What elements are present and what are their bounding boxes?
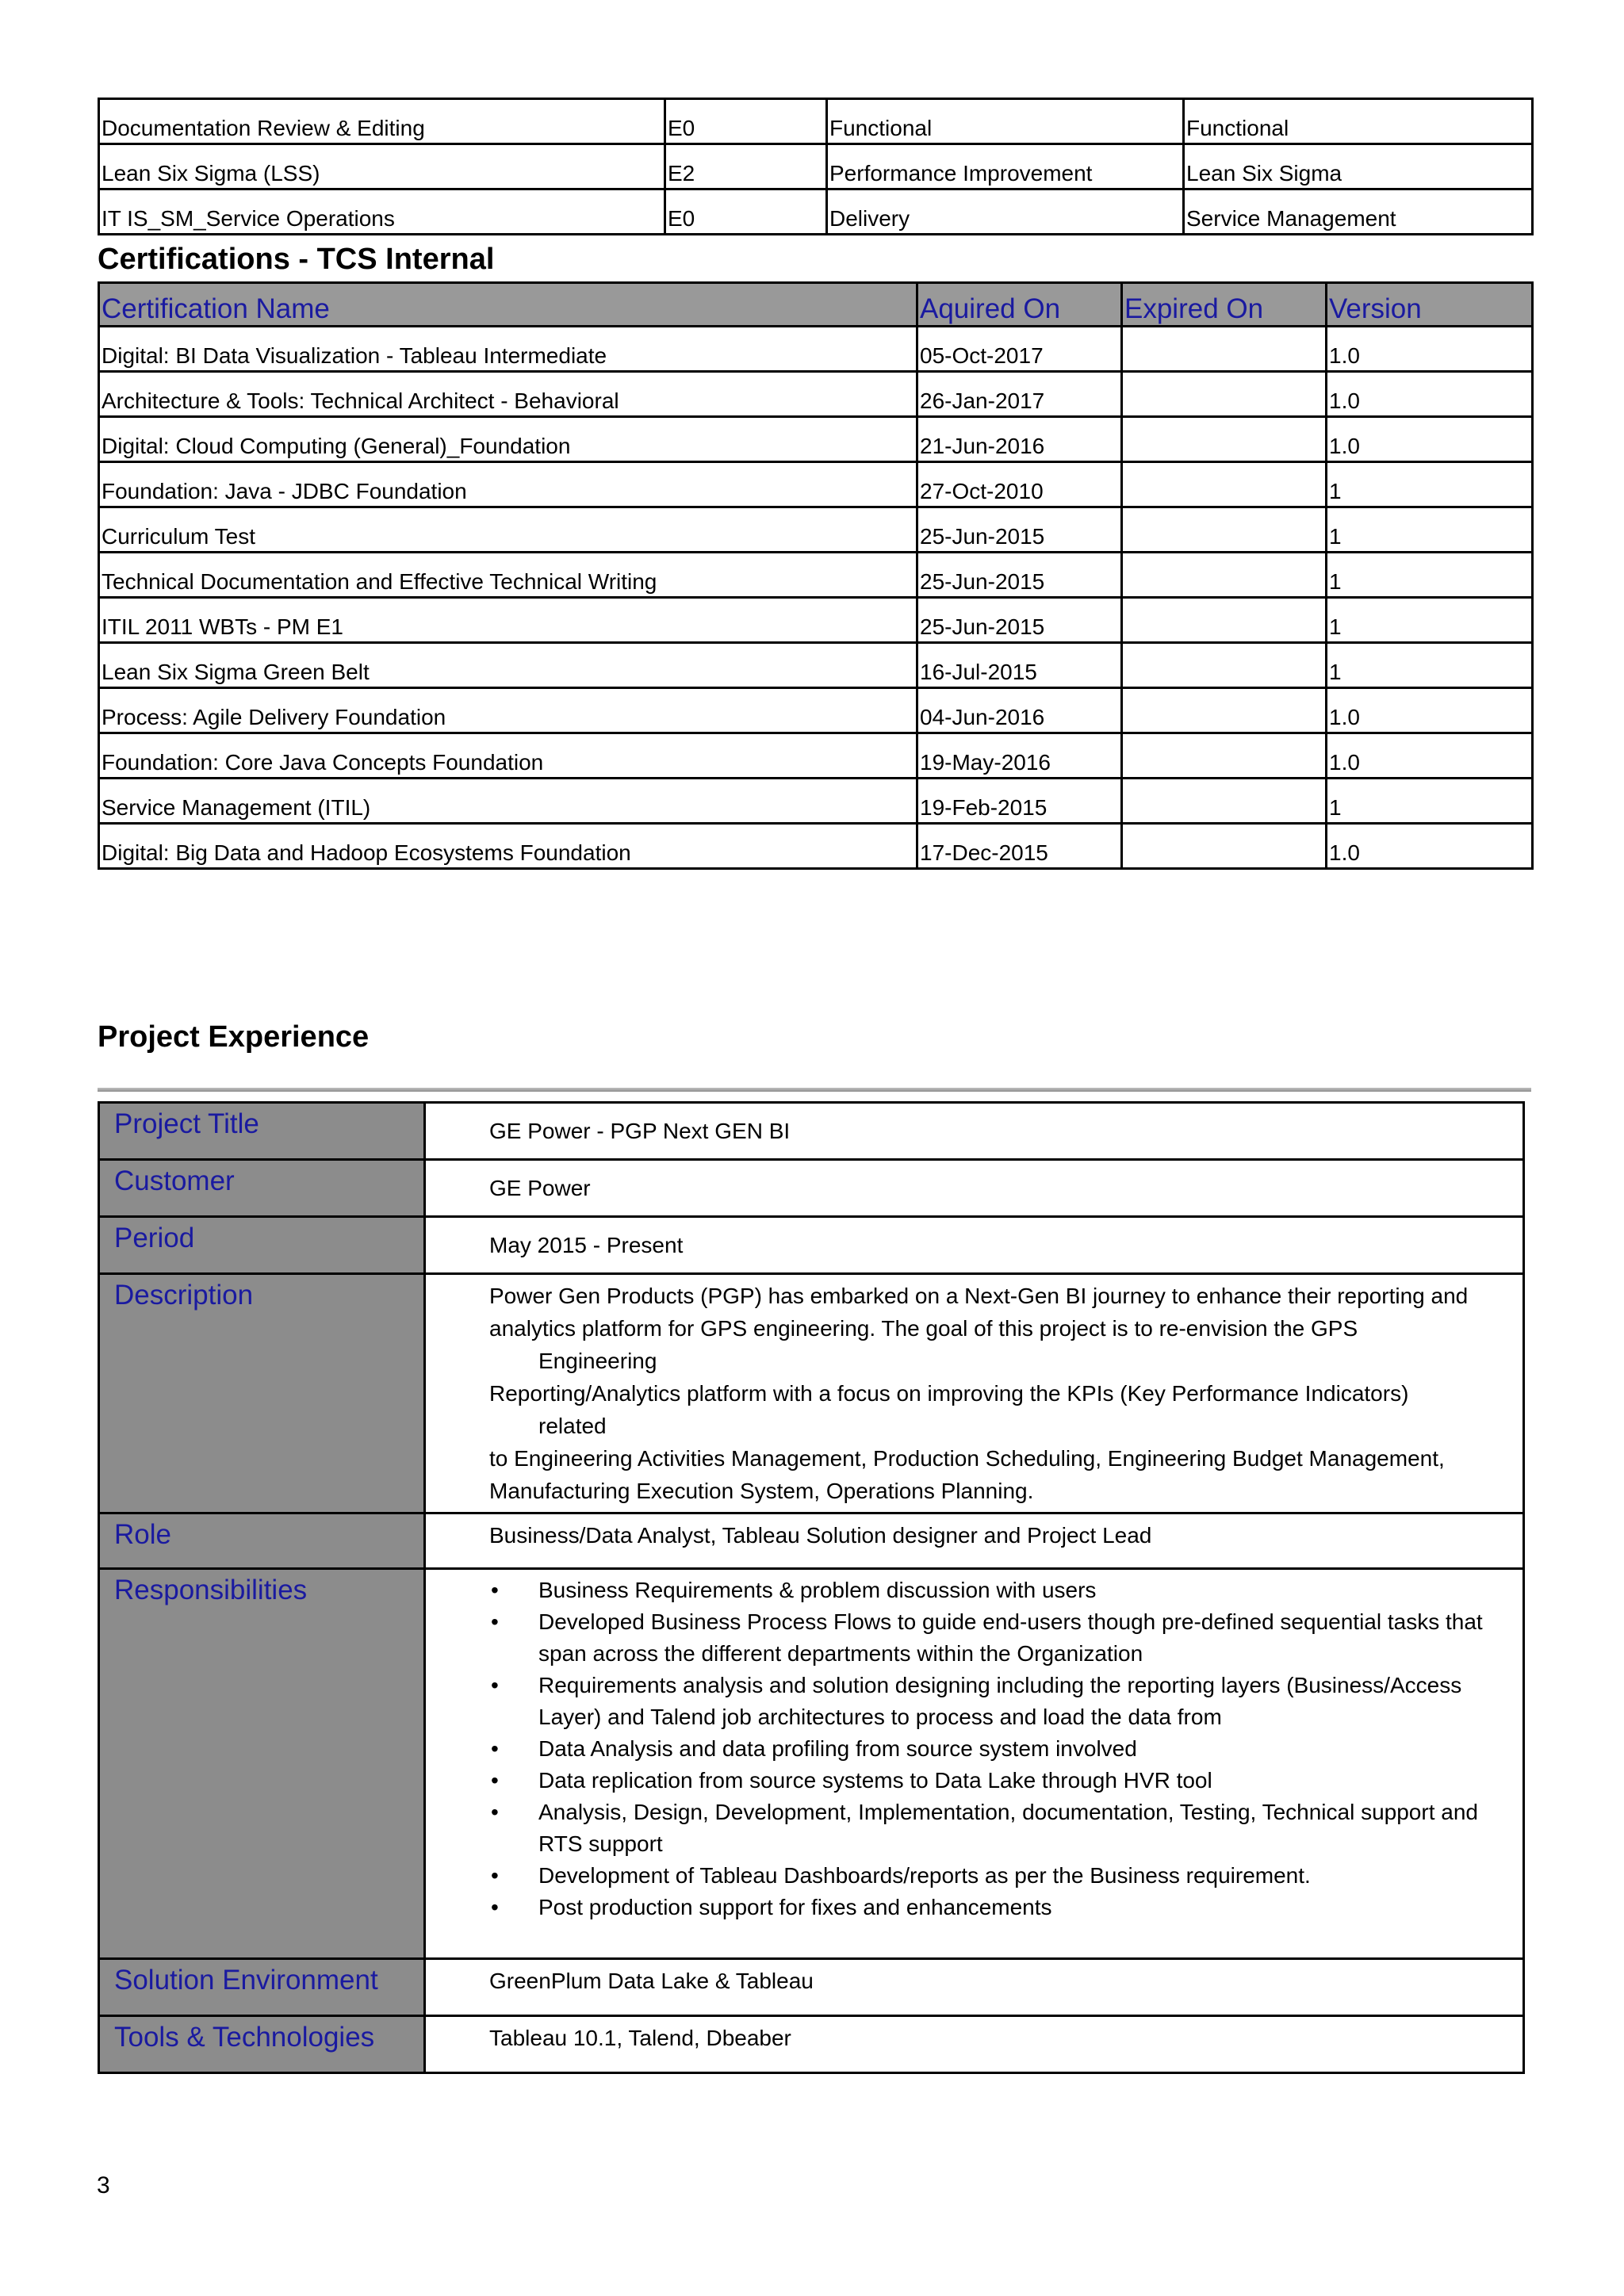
responsibility-text: Data replication from source systems to Data Lake through HVR tool (538, 1768, 1212, 1793)
certification-acquired: 19-Feb-2015 (917, 779, 1122, 824)
certification-expired (1122, 824, 1327, 869)
certification-acquired: 21-Jun-2016 (917, 417, 1122, 462)
certification-version: 1 (1327, 553, 1533, 598)
responsibilities-list (489, 1575, 1513, 1923)
certification-version: 1 (1327, 462, 1533, 507)
certification-acquired: 19-May-2016 (917, 733, 1122, 779)
certification-row (99, 327, 1533, 372)
period-label: Period (99, 1217, 425, 1274)
certification-name: Foundation: Core Java Concepts Foundation (99, 733, 917, 779)
certification-row (99, 507, 1533, 553)
skill-group: Functional (1184, 99, 1533, 144)
skill-level: E0 (665, 99, 827, 144)
certification-expired (1122, 553, 1327, 598)
certification-version: 1.0 (1327, 733, 1533, 779)
certification-name: Architecture & Tools: Technical Architect - Behavioral (99, 372, 917, 417)
certification-expired (1122, 417, 1327, 462)
responsibilities-row (99, 1569, 1524, 1959)
certification-version: 1.0 (1327, 688, 1533, 733)
bullet-icon: • (491, 1578, 499, 1602)
role-value: Business/Data Analyst, Tableau Solution designer and Project Lead (425, 1513, 1524, 1569)
certification-name: ITIL 2011 WBTs - PM E1 (99, 598, 917, 643)
responsibility-text: Business Requirements & problem discussion with users (538, 1578, 1097, 1602)
certifications-title: Certifications - TCS Internal (98, 243, 495, 276)
bullet-icon: • (491, 1895, 499, 1919)
certification-acquired: 16-Jul-2015 (917, 643, 1122, 688)
bullet-icon: • (491, 1609, 499, 1634)
description-line-3: to Engineering Activities Management, Production Scheduling, Engineering Budget Management, (489, 1446, 1445, 1471)
responsibility-item (489, 1733, 1513, 1765)
customer-row (99, 1160, 1524, 1217)
skill-group: Lean Six Sigma (1184, 144, 1533, 189)
skill-category: Delivery (827, 189, 1184, 235)
environment-label: Solution Environment (99, 1959, 425, 2016)
skill-level: E2 (665, 144, 827, 189)
description-line-4: Manufacturing Execution System, Operations Planning. (489, 1479, 1034, 1503)
certification-row (99, 462, 1533, 507)
certification-acquired: 27-Oct-2010 (917, 462, 1122, 507)
certification-version: 1.0 (1327, 372, 1533, 417)
header-certification-name: Certification Name (99, 283, 917, 327)
header-expired-on: Expired On (1122, 283, 1327, 327)
page-number: 3 (97, 2172, 110, 2198)
certification-expired (1122, 507, 1327, 553)
certification-name: Digital: BI Data Visualization - Tableau Intermediate (99, 327, 917, 372)
certification-expired (1122, 327, 1327, 372)
certification-acquired: 25-Jun-2015 (917, 598, 1122, 643)
responsibilities-value (425, 1569, 1524, 1959)
certification-name: Process: Agile Delivery Foundation (99, 688, 917, 733)
description-row (99, 1274, 1524, 1513)
certification-version: 1.0 (1327, 327, 1533, 372)
section-divider (98, 1088, 1531, 1092)
certification-row (99, 824, 1533, 869)
certification-expired (1122, 733, 1327, 779)
certification-version: 1 (1327, 598, 1533, 643)
skills-table (98, 98, 1534, 235)
certification-acquired: 05-Oct-2017 (917, 327, 1122, 372)
certification-expired (1122, 372, 1327, 417)
role-label: Role (99, 1513, 425, 1569)
header-version: Version (1327, 283, 1533, 327)
certification-acquired: 04-Jun-2016 (917, 688, 1122, 733)
certification-row (99, 598, 1533, 643)
customer-value: GE Power (425, 1160, 1524, 1217)
bullet-icon: • (491, 1768, 499, 1793)
certification-version: 1.0 (1327, 417, 1533, 462)
responsibility-item (489, 1670, 1513, 1733)
skill-group: Service Management (1184, 189, 1533, 235)
certification-expired (1122, 598, 1327, 643)
bullet-icon: • (491, 1800, 499, 1824)
skill-row (99, 99, 1533, 144)
description-line-1-indent: Engineering (538, 1349, 657, 1373)
certification-name: Lean Six Sigma Green Belt (99, 643, 917, 688)
certification-acquired: 17-Dec-2015 (917, 824, 1122, 869)
certification-row (99, 779, 1533, 824)
certification-row (99, 553, 1533, 598)
certification-acquired: 25-Jun-2015 (917, 507, 1122, 553)
responsibility-item (489, 1765, 1513, 1797)
certifications-table (98, 281, 1534, 870)
responsibility-text: Developed Business Process Flows to guide end-users though pre-defined sequential tasks that span across the different departments within the Organization (538, 1609, 1483, 1666)
skill-row (99, 189, 1533, 235)
period-value: May 2015 - Present (425, 1217, 1524, 1274)
description-line-2: Reporting/Analytics platform with a focus on improving the KPIs (Key Performance Indicators) (489, 1381, 1409, 1406)
responsibility-item (489, 1797, 1513, 1860)
certifications-header-row (99, 283, 1533, 327)
certification-version: 1 (1327, 779, 1533, 824)
certification-name: Foundation: Java - JDBC Foundation (99, 462, 917, 507)
tools-value: Tableau 10.1, Talend, Dbeaber (425, 2016, 1524, 2073)
responsibility-item (489, 1606, 1513, 1670)
certification-row (99, 733, 1533, 779)
header-acquired-on: Aquired On (917, 283, 1122, 327)
skill-name: IT IS_SM_Service Operations (99, 189, 665, 235)
bullet-icon: • (491, 1736, 499, 1761)
certification-acquired: 25-Jun-2015 (917, 553, 1122, 598)
responsibility-text: Requirements analysis and solution designing including the reporting layers (Business/Access Layer) and Talend job architectures to process and load the data from (538, 1673, 1462, 1729)
skill-row (99, 144, 1533, 189)
description-label: Description (99, 1274, 425, 1513)
project-table (98, 1101, 1525, 2074)
certification-expired (1122, 688, 1327, 733)
description-line-1: Power Gen Products (PGP) has embarked on a Next-Gen BI journey to enhance their reporting and analytics platform for GPS engineering. The goal of this project is to re-envision the GPS (489, 1284, 1469, 1341)
skill-name: Documentation Review & Editing (99, 99, 665, 144)
skill-level: E0 (665, 189, 827, 235)
certification-version: 1 (1327, 643, 1533, 688)
role-row (99, 1513, 1524, 1569)
responsibility-item (489, 1892, 1513, 1923)
certification-version: 1.0 (1327, 824, 1533, 869)
tools-label: Tools & Technologies (99, 2016, 425, 2073)
certification-expired (1122, 462, 1327, 507)
certification-expired (1122, 643, 1327, 688)
responsibility-text: Data Analysis and data profiling from source system involved (538, 1736, 1137, 1761)
certification-row (99, 688, 1533, 733)
description-line-2-indent: related (538, 1414, 607, 1438)
environment-row (99, 1959, 1524, 2016)
certification-expired (1122, 779, 1327, 824)
certification-version: 1 (1327, 507, 1533, 553)
period-row (99, 1217, 1524, 1274)
certification-name: Curriculum Test (99, 507, 917, 553)
certification-row (99, 643, 1533, 688)
description-value (425, 1274, 1524, 1513)
skill-category: Performance Improvement (827, 144, 1184, 189)
certification-name: Technical Documentation and Effective Technical Writing (99, 553, 917, 598)
certification-name: Digital: Big Data and Hadoop Ecosystems Foundation (99, 824, 917, 869)
project-title-value: GE Power - PGP Next GEN BI (425, 1103, 1524, 1160)
bullet-icon: • (491, 1673, 499, 1697)
environment-value: GreenPlum Data Lake & Tableau (425, 1959, 1524, 2016)
responsibility-item (489, 1575, 1513, 1606)
certification-name: Service Management (ITIL) (99, 779, 917, 824)
responsibility-text: Post production support for fixes and enhancements (538, 1895, 1052, 1919)
responsibility-text: Development of Tableau Dashboards/reports as per the Business requirement. (538, 1863, 1311, 1888)
responsibility-item (489, 1860, 1513, 1892)
certification-name: Digital: Cloud Computing (General)_Foundation (99, 417, 917, 462)
responsibility-text: Analysis, Design, Development, Implementation, documentation, Testing, Technical support and RTS support (538, 1800, 1478, 1856)
bullet-icon: • (491, 1863, 499, 1888)
skill-category: Functional (827, 99, 1184, 144)
certification-acquired: 26-Jan-2017 (917, 372, 1122, 417)
project-title-label: Project Title (99, 1103, 425, 1160)
project-title-row (99, 1103, 1524, 1160)
certification-row (99, 372, 1533, 417)
certification-row (99, 417, 1533, 462)
customer-label: Customer (99, 1160, 425, 1217)
project-experience-title: Project Experience (98, 1020, 370, 1054)
tools-row (99, 2016, 1524, 2073)
responsibilities-label: Responsibilities (99, 1569, 425, 1959)
skill-name: Lean Six Sigma (LSS) (99, 144, 665, 189)
